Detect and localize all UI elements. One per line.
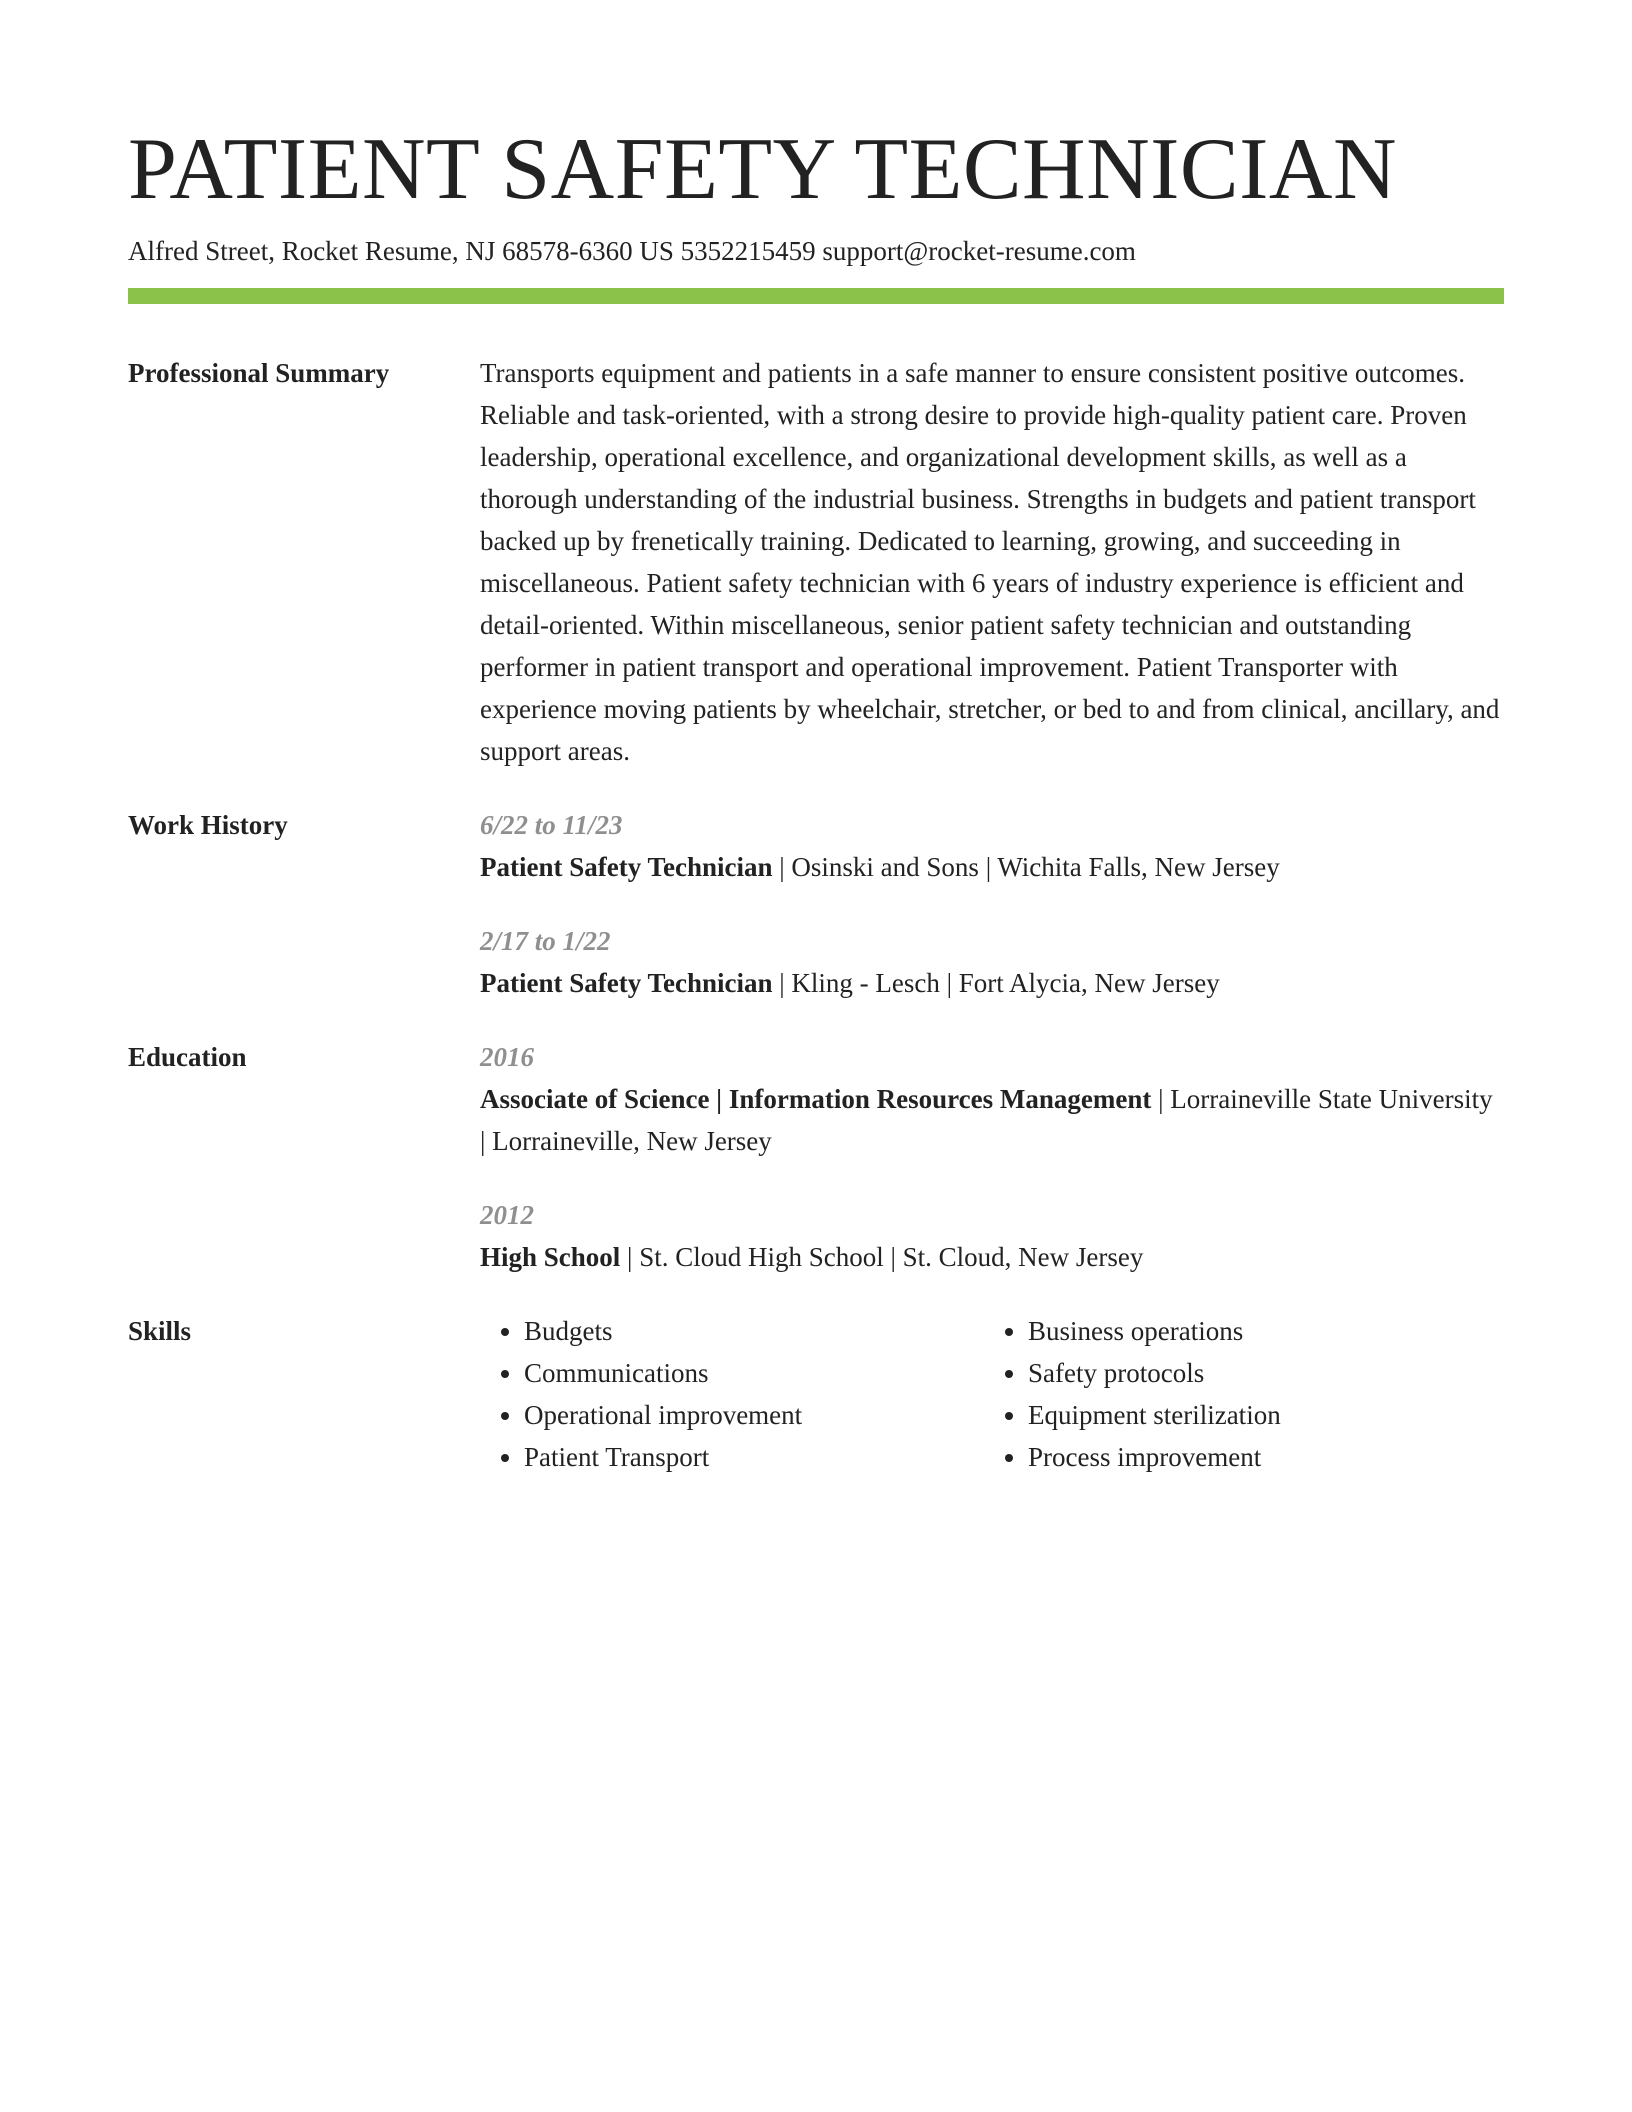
resume-name-heading: PATIENT SAFETY TECHNICIAN <box>128 121 1398 218</box>
education-entries <box>480 1036 1504 1278</box>
skill-item: • Communications <box>524 1352 984 1394</box>
skills-lists <box>480 1310 1504 1478</box>
work-history-entries <box>480 804 1504 1004</box>
work-entry-title: Patient Safety Technician <box>480 968 773 998</box>
education-entry-details: | St. Cloud High School | St. Cloud, New Jersey <box>620 1242 1144 1272</box>
work-entry-title: Patient Safety Technician <box>480 852 773 882</box>
skill-item: • Budgets <box>524 1310 984 1352</box>
work-entry-line <box>480 962 1504 1004</box>
work-history-section <box>128 804 1504 1004</box>
section-label-skills: Skills <box>128 1316 192 1346</box>
work-entry-date: 6/22 to 11/23 <box>480 810 623 840</box>
skill-item: • Equipment sterilization <box>1028 1394 1488 1436</box>
summary-text: Transports equipment and patients in a safe manner to ensure consistent positive outcomes. Reliable and task-oriented, with a strong desire to provide high-quality patient care. Proven leadership, operational excellence, and organizational development skills, as well as a thorough understanding of the industrial business. Strengths in budgets and patient transport backed up by frenetically training. Dedicated to learning, growing, and succeeding in miscellaneous. Patient safety technician with 6 years of industry experience is efficient and detail-oriented. Within miscellaneous, senior patient safety technician and outstanding performer in patient transport and operational improvement. Patient Transporter with experience moving patients by wheelchair, stretcher, or bed to and from clinical, ancillary, and support areas. <box>480 358 1500 766</box>
accent-divider <box>128 288 1504 304</box>
skill-item: • Operational improvement <box>524 1394 984 1436</box>
education-entry-title: Associate of Science | Information Resources Management <box>480 1084 1152 1114</box>
section-label-professional-summary: Professional Summary <box>128 358 390 388</box>
skill-item: • Process improvement <box>1028 1436 1488 1478</box>
education-entry-line <box>480 1078 1504 1162</box>
skill-item: • Business operations <box>1028 1310 1488 1352</box>
skill-item: • Safety protocols <box>1028 1352 1488 1394</box>
education-entry-details: | Lorraineville State University | Lorraineville, New Jersey <box>480 1084 1493 1156</box>
skills-list-left <box>480 1310 984 1478</box>
professional-summary-section <box>128 352 1504 772</box>
contact-line: Alfred Street, Rocket Resume, NJ 68578-6360 US 5352215459 support@rocket-resume.com <box>128 236 1136 266</box>
section-label-work-history: Work History <box>128 810 288 840</box>
work-entry-line <box>480 846 1504 888</box>
work-entry-date: 2/17 to 1/22 <box>480 926 611 956</box>
work-entry <box>480 920 1504 1004</box>
education-entry <box>480 1036 1504 1162</box>
education-section <box>128 1036 1504 1278</box>
skill-item: • Patient Transport <box>524 1436 984 1478</box>
education-entry <box>480 1194 1504 1278</box>
section-label-education: Education <box>128 1042 247 1072</box>
education-entry-line <box>480 1236 1504 1278</box>
skills-list-right <box>984 1310 1488 1478</box>
skills-section <box>128 1310 1504 1478</box>
resume-page <box>128 118 1504 1478</box>
education-entry-date: 2012 <box>480 1200 534 1230</box>
work-entry-details: | Kling - Lesch | Fort Alycia, New Jersey <box>772 968 1220 998</box>
work-entry <box>480 804 1504 888</box>
education-entry-title: High School <box>480 1242 621 1272</box>
work-entry-details: | Osinski and Sons | Wichita Falls, New Jersey <box>772 852 1280 882</box>
education-entry-date: 2016 <box>480 1042 534 1072</box>
